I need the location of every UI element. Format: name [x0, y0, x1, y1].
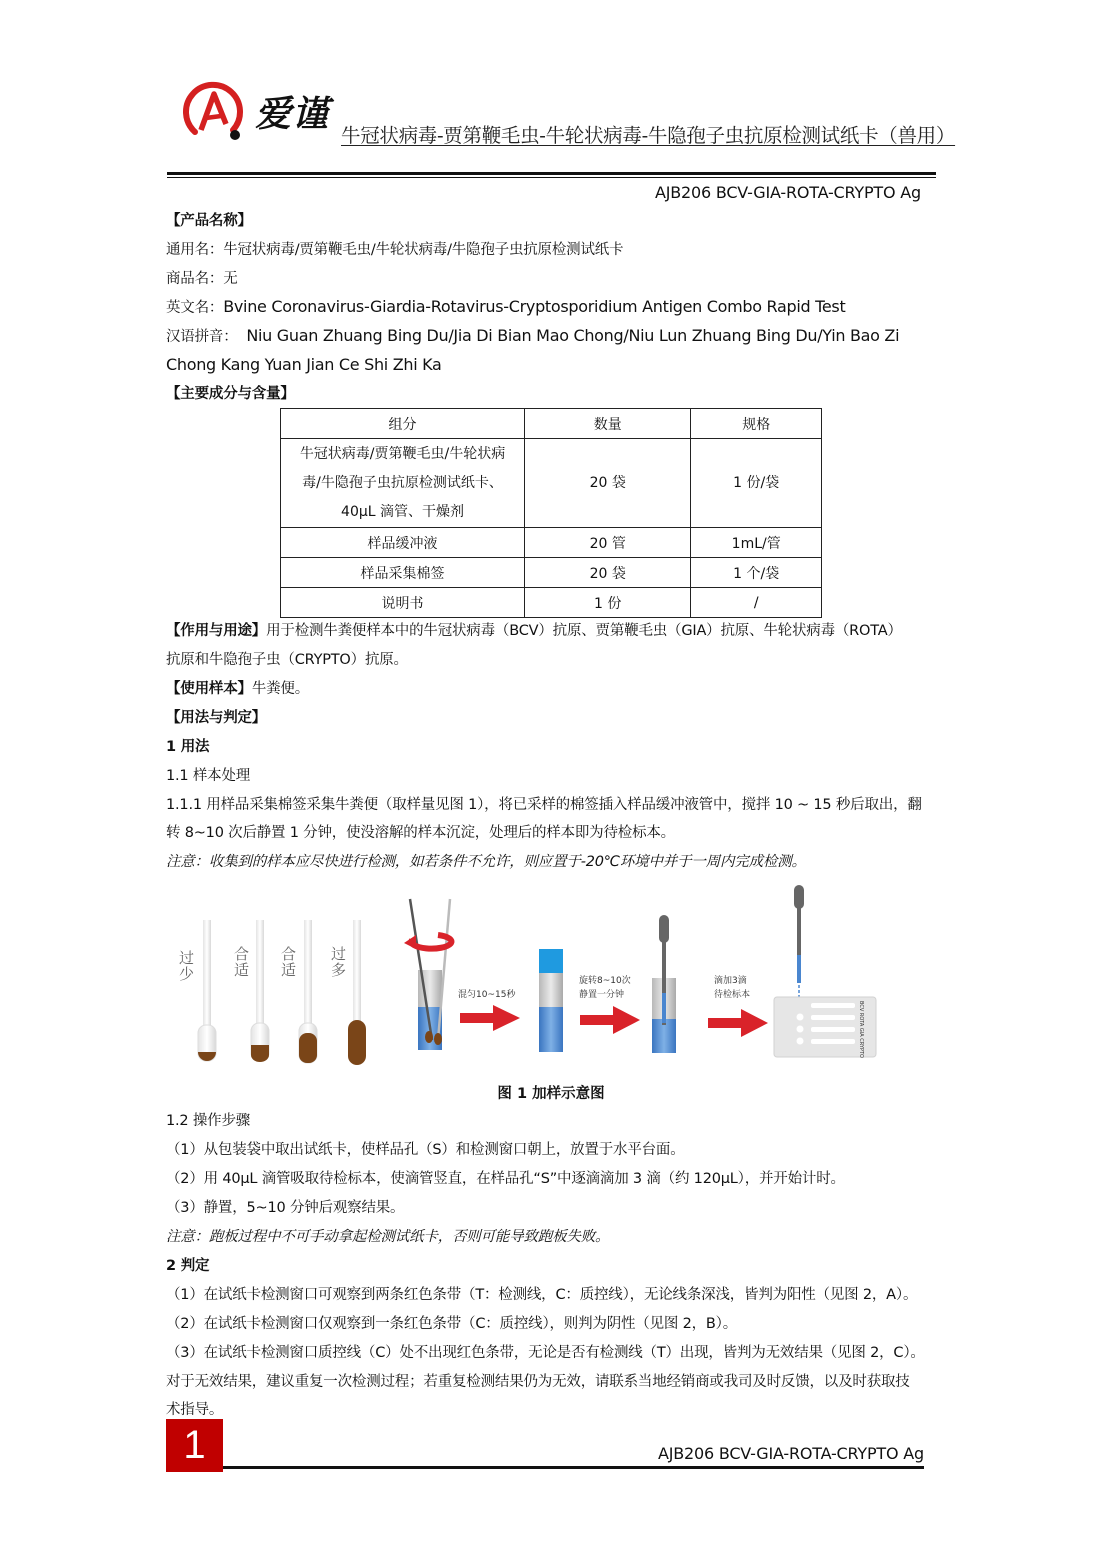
table-header-row: [281, 409, 822, 439]
product-code-footer: AJB206 BCV-GIA-ROTA-CRYPTO Ag: [657, 1444, 924, 1463]
logo-a-icon: [181, 80, 251, 142]
cell-spec: 1 个/袋: [691, 558, 822, 588]
header-rule: [167, 172, 936, 175]
table-row: [281, 528, 822, 558]
arrow-right-icon: [460, 1005, 520, 1031]
swab-label-appropriate-1b: 适: [234, 961, 250, 979]
pinyin-line-2: Chong Kang Yuan Jian Ce Shi Zhi Ka: [166, 355, 442, 374]
swab-too-little: [198, 920, 216, 1061]
header-rule-thin: [167, 177, 936, 178]
swab-appropriate-2: [299, 920, 317, 1063]
tube-with-dropper: [652, 915, 676, 1053]
pinyin-label: 汉语拼音：: [166, 329, 238, 345]
step-item: （1）从包装袋中取出试纸卡，使样品孔（S）和检测窗口朝上，放置于水平台面。: [166, 1142, 685, 1158]
section-1-1-title: 1.1 样本处理: [166, 768, 251, 784]
purpose-text-1: 用于检测牛粪便样本中的牛冠状病毒（BCV）抗原、贾第鞭毛虫（GIA）抗原、牛轮状病毒（ROTA）: [266, 623, 902, 639]
buffer-tube: [539, 949, 563, 1052]
swab-label-appropriate-2b: 适: [281, 961, 297, 979]
judgement-item: （3）在试纸卡检测窗口质控线（C）处不出现红色条带，无论是否有检测线（T）出现，皆判为无效结果（见图 2，C）。: [166, 1345, 925, 1361]
swab-too-much: [348, 920, 366, 1065]
swab-label-appropriate-1a: 合: [234, 945, 250, 963]
arrow-right-icon: [580, 1006, 640, 1034]
cell-spec: /: [691, 588, 822, 618]
swab-label-too-little-2: 少: [179, 965, 195, 983]
cell-quantity: 20 袋: [525, 558, 691, 588]
figure-sample-loading: [168, 885, 888, 1065]
cell-quantity: 20 管: [525, 528, 691, 558]
table-row: [281, 588, 822, 618]
judgement-continuation-1: 对于无效结果，建议重复一次检测过程；若重复检测结果仍为无效，请联系当地经销商或我司及时反馈，以及时获取技: [166, 1374, 910, 1390]
judgement-item: （2）在试纸卡检测窗口仅观察到一条红色条带（C：质控线），则判为阴性（见图 2，B）。: [166, 1316, 738, 1332]
section-1-1-1-line-2: 转 8~10 次后静置 1 分钟，使没溶解的样本沉淀，处理后的样本即为待检标本。: [166, 825, 675, 841]
judgement-item: （1）在试纸卡检测窗口可观察到两条红色条带（T：检测线，C：质控线），无论线条深浅，皆判为阳性（见图 2，A）。: [166, 1287, 918, 1303]
section-1-1-1-line-1: 1.1.1 用样品采集棉签采集牛粪便（取样量见图 1），将已采样的棉签插入样品缓冲液管中，搅拌 10 ~ 15 秒后取出，翻: [166, 797, 922, 813]
section-1-2-title: 1.2 操作步骤: [166, 1113, 251, 1129]
cell-quantity: 1 份: [525, 588, 691, 618]
table-row: [281, 439, 822, 528]
dropper: [794, 885, 804, 1009]
composition-table: [280, 408, 822, 618]
swab-label-appropriate-2a: 合: [281, 945, 297, 963]
cell-spec: 1 份/袋: [691, 439, 822, 528]
step-item: （2）用 40μL 滴管吸取待检标本，使滴管竖直，在样品孔“S”中逐滴滴加 3 滴（约 120μL），并开始计时。: [166, 1171, 845, 1187]
step3-label-2: 待检标本: [714, 990, 751, 1000]
section-1-title: 1 用法: [166, 739, 210, 755]
step2-label-2: 静置一分钟: [579, 990, 625, 1000]
card-label: BCV ROTA GIA CRYPTO: [858, 1001, 864, 1058]
pinyin-line-1: Niu Guan Zhuang Bing Du/Jia Di Bian Mao Chong/Niu Lun Zhuang Bing Du/Yin Bao Zi: [246, 326, 900, 345]
cell-component: 样品采集棉签: [281, 558, 525, 588]
section-heading-usage: 【用法与判定】: [166, 710, 267, 726]
cell-component: 样品缓冲液: [281, 528, 525, 558]
brand-logo: [181, 80, 341, 142]
figure-illustration: [168, 885, 888, 1065]
section-2-title: 2 判定: [166, 1258, 210, 1274]
table-row: [281, 558, 822, 588]
arrow-right-icon: [708, 1009, 768, 1037]
section-heading-purpose: 【作用与用途】: [166, 623, 267, 639]
component-line: 毒/牛隐孢子虫抗原检测试纸卡、: [302, 474, 503, 491]
cell-component: 说明书: [281, 588, 525, 618]
page-number: 1: [166, 1419, 223, 1472]
step-item: （3）静置，5~10 分钟后观察结果。: [166, 1200, 405, 1216]
step2-label-1: 旋转8~10次: [579, 976, 631, 986]
cell-component: [281, 439, 525, 528]
section-heading-product-name: 【产品名称】: [166, 213, 252, 229]
sample-text: 牛粪便。: [251, 681, 310, 697]
pinyin-row: [166, 326, 899, 347]
swab-label-too-much-1: 过: [331, 945, 347, 963]
section-heading-sample: 【使用样本】: [166, 681, 252, 697]
english-name: Bvine Coronavirus-Giardia-Rotavirus-Cryptosporidium Antigen Combo Rapid Test: [223, 297, 846, 316]
tube-with-swabs: [404, 899, 451, 1050]
generic-name: 通用名：牛冠状病毒/贾第鞭毛虫/牛轮状病毒/牛隐孢子虫抗原检测试纸卡: [166, 242, 624, 258]
component-line: 40μL 滴管、干燥剂: [341, 503, 465, 520]
swab-label-too-much-2: 多: [331, 961, 347, 979]
section-heading-composition: 【主要成分与含量】: [166, 386, 295, 402]
step1-label: 混匀10~15秒: [458, 990, 516, 1000]
cell-spec: 1mL/管: [691, 528, 822, 558]
column-header: 规格: [691, 409, 822, 439]
sample-row: [166, 679, 309, 699]
english-name-row: [166, 297, 845, 318]
purpose-row: [166, 621, 902, 641]
component-line: 牛冠状病毒/贾第鞭毛虫/牛轮状病: [299, 445, 506, 462]
column-header: 组分: [281, 409, 525, 439]
cell-quantity: 20 袋: [525, 439, 691, 528]
swab-appropriate-1: [251, 920, 269, 1062]
test-card: [774, 997, 876, 1058]
note-storage: 注意：收集到的样本应尽快进行检测，如若条件不允许，则应置于-20℃环境中并于一周内完成检测。: [166, 854, 806, 870]
figure-caption: 图 1 加样示意图: [497, 1086, 605, 1102]
judgement-continuation-2: 术指导。: [166, 1402, 224, 1418]
note-handling: 注意：跑板过程中不可手动拿起检测试纸卡，否则可能导致跑板失败。: [166, 1229, 610, 1245]
english-name-label: 英文名：: [166, 300, 224, 316]
step3-label-1: 滴加3滴: [714, 976, 747, 986]
document-title: 牛冠状病毒-贾第鞭毛虫-牛轮状病毒-牛隐孢子虫抗原检测试纸卡（兽用）: [341, 124, 956, 147]
product-code-header: AJB206 BCV-GIA-ROTA-CRYPTO Ag: [654, 183, 921, 202]
swab-label-too-little-1: 过: [179, 949, 195, 967]
logo-text: 爱谨: [255, 94, 330, 135]
trade-name: 商品名：无: [166, 271, 238, 287]
column-header: 数量: [525, 409, 691, 439]
purpose-text-2: 抗原和牛隐孢子虫（CRYPTO）抗原。: [166, 652, 408, 668]
footer-rule: [223, 1466, 924, 1469]
